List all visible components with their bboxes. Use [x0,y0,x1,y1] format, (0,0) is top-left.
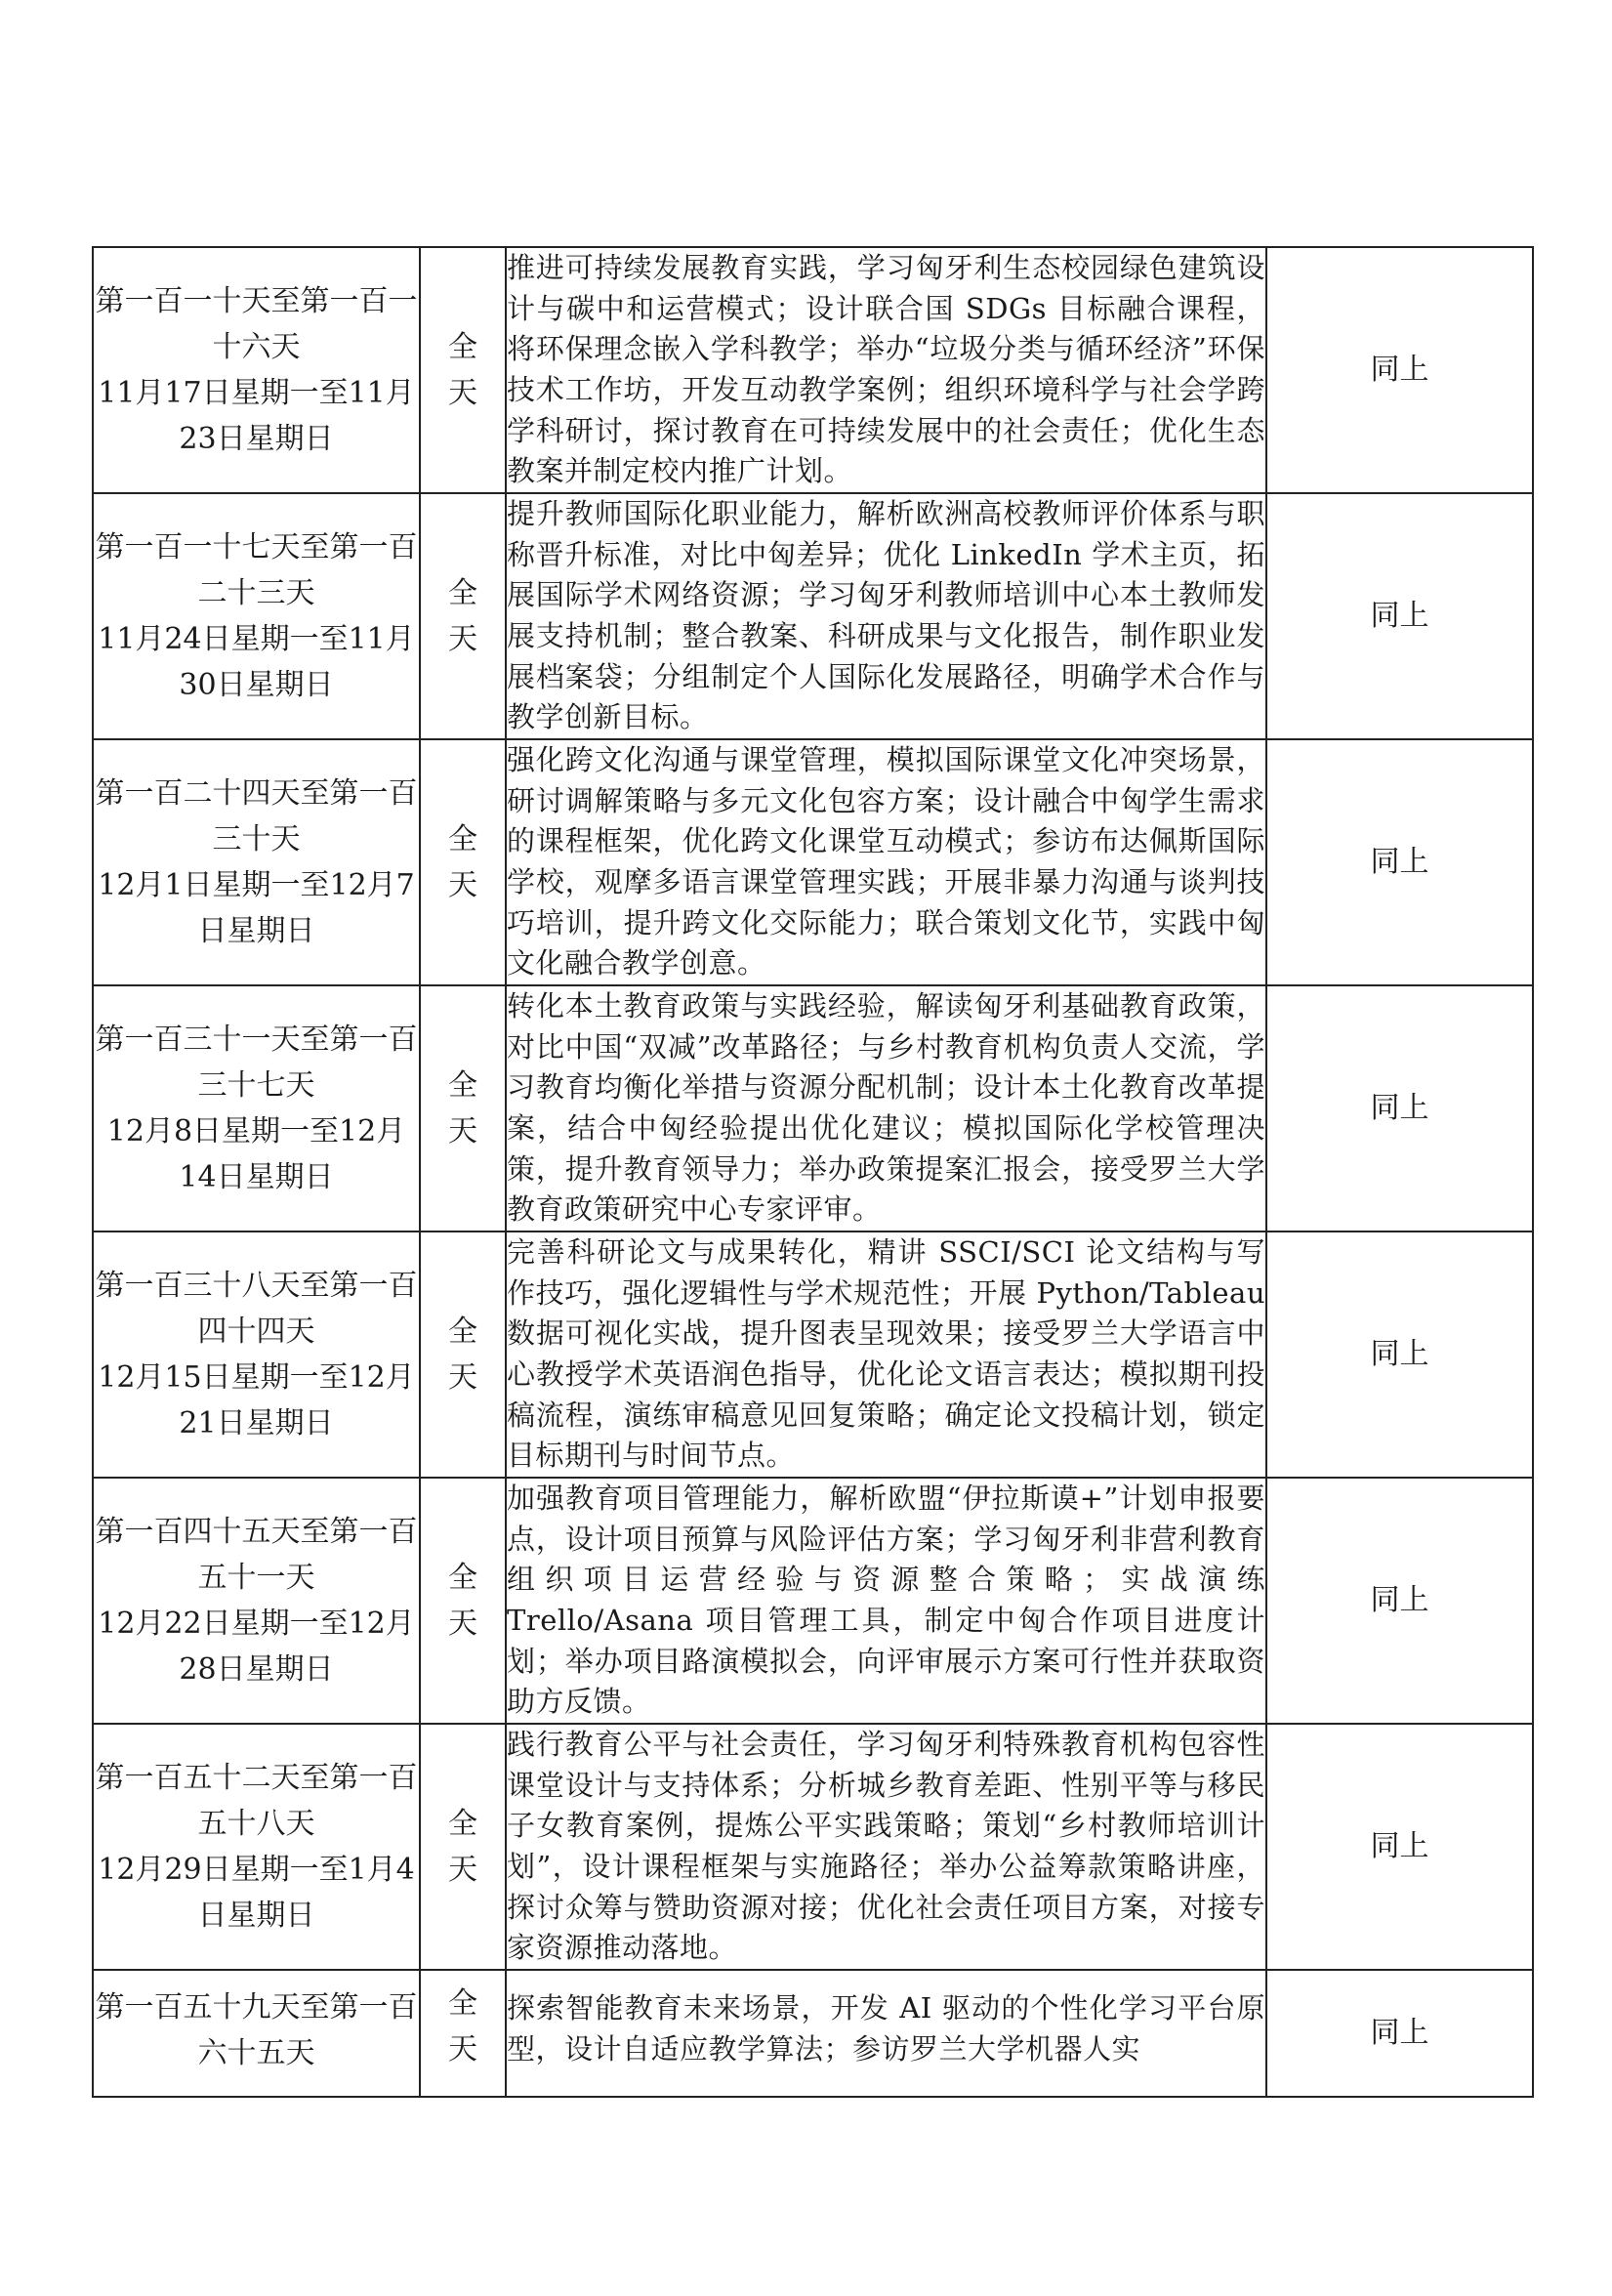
time-cell [420,1478,506,1724]
note-cell: 同上 [1266,493,1533,739]
time-text: 全天 [448,822,477,902]
content-cell: 加强教育项目管理能力，解析欧盟“伊拉斯谟+”计划申报要点，设计项目预算与风险评估方案；学习匈牙利非营利教育组织项目运营经验与资源整合策略；实战演练 Trello/Asana 项目管理工具，制定中匈合作项目进度计划；举办项目路演模拟会，向评审展示方案可行性并获取资助方反馈。 [506,1478,1266,1724]
period-cell [93,493,420,739]
period-cell [93,247,420,493]
table-row [93,1231,1533,1478]
time-text: 全天 [448,1986,477,2066]
note-cell: 同上 [1266,985,1533,1231]
note-cell: 同上 [1266,1478,1533,1724]
time-cell [420,985,506,1231]
content-cell: 践行教育公平与社会责任，学习匈牙利特殊教育机构包容性课堂设计与支持体系；分析城乡教育差距、性别平等与移民子女教育案例，提炼公平实践策略；策划“乡村教师培训计划”，设计课程框架与实施路径；举办公益筹款策略讲座，探讨众筹与赞助资源对接；优化社会责任项目方案，对接专家资源推动落地。 [506,1724,1266,1970]
note-cell: 同上 [1266,739,1533,985]
time-cell [420,1970,506,2097]
time-cell [420,739,506,985]
content-cell: 转化本土教育政策与实践经验，解读匈牙利基础教育政策，对比中国“双减”改革路径；与乡村教育机构负责人交流，学习教育均衡化举措与资源分配机制；设计本土化教育改革提案，结合中匈经验提出优化建议；模拟国际化学校管理决策，提升教育领导力；举办政策提案汇报会，接受罗兰大学教育政策研究中心专家评审。 [506,985,1266,1231]
time-text: 全天 [448,1807,477,1887]
dates-text: 12月22日星期一至12月28日星期日 [98,1607,415,1687]
time-cell [420,247,506,493]
dates-text: 12月8日星期一至12月14日星期日 [106,1114,406,1194]
period-text: 第一百五十九天至第一百六十五天 [95,1990,418,2070]
content-cell: 提升教师国际化职业能力，解析欧洲高校教师评价体系与职称晋升标准，对比中匈差异；优化 LinkedIn 学术主页，拓展国际学术网络资源；学习匈牙利教师培训中心本土教师发展支持机制；整合教案、科研成果与文化报告，制作职业发展档案袋；分组制定个人国际化发展路径，明确学术合作与教学创新目标。 [506,493,1266,739]
content-cell: 推进可持续发展教育实践，学习匈牙利生态校园绿色建筑设计与碳中和运营模式；设计联合国 SDGs 目标融合课程，将环保理念嵌入学科教学；举办“垃圾分类与循环经济”环保技术工作坊，开发互动教学案例；组织环境科学与社会学跨学科研讨，探讨教育在可持续发展中的社会责任；优化生态教案并制定校内推广计划。 [506,247,1266,493]
content-cell: 探索智能教育未来场景，开发 AI 驱动的个性化学习平台原型，设计自适应教学算法；参访罗兰大学机器人实 [506,1970,1266,2097]
note-cell: 同上 [1266,1231,1533,1478]
period-text: 第一百五十二天至第一百五十八天 [95,1761,418,1841]
dates-text: 12月29日星期一至1月4日星期日 [98,1853,415,1933]
note-cell: 同上 [1266,1724,1533,1970]
time-text: 全天 [448,576,477,656]
period-cell [93,739,420,985]
table-row [93,247,1533,493]
period-text: 第一百二十四天至第一百三十天 [95,776,418,856]
content-cell: 完善科研论文与成果转化，精讲 SSCI/SCI 论文结构与写作技巧，强化逻辑性与学术规范性；开展 Python/Tableau 数据可视化实战，提升图表呈现效果；接受罗兰大学语言中心教授学术英语润色指导，优化论文语言表达；模拟期刊投稿流程，演练审稿意见回复策略；确定论文投稿计划，锁定目标期刊与时间节点。 [506,1231,1266,1478]
time-cell [420,493,506,739]
period-cell [93,1478,420,1724]
period-text: 第一百四十五天至第一百五十一天 [95,1515,418,1595]
table-row [93,1970,1533,2097]
dates-text: 12月1日星期一至12月7日星期日 [98,868,415,948]
table-row [93,493,1533,739]
dates-text: 11月17日星期一至11月23日星期日 [98,376,415,456]
time-text: 全天 [448,1315,477,1395]
time-text: 全天 [448,330,477,410]
content-cell: 强化跨文化沟通与课堂管理，模拟国际课堂文化冲突场景，研讨调解策略与多元文化包容方案；设计融合中匈学生需求的课程框架，优化跨文化课堂互动模式；参访布达佩斯国际学校，观摩多语言课堂管理实践；开展非暴力沟通与谈判技巧培训，提升跨文化交际能力；联合策划文化节，实践中匈文化融合教学创意。 [506,739,1266,985]
table-row [93,985,1533,1231]
period-text: 第一百三十一天至第一百三十七天 [95,1023,418,1103]
schedule-table [92,246,1534,2098]
note-cell: 同上 [1266,247,1533,493]
note-cell: 同上 [1266,1970,1533,2097]
period-cell [93,1724,420,1970]
time-text: 全天 [448,1068,477,1148]
table-row [93,1724,1533,1970]
time-text: 全天 [448,1561,477,1641]
period-cell [93,1231,420,1478]
table-row [93,1478,1533,1724]
time-cell [420,1231,506,1478]
period-text: 第一百一十七天至第一百二十三天 [95,530,418,610]
period-cell [93,1970,420,2097]
time-cell [420,1724,506,1970]
table-row [93,739,1533,985]
period-text: 第一百三十八天至第一百四十四天 [95,1269,418,1349]
period-cell [93,985,420,1231]
period-text: 第一百一十天至第一百一十六天 [95,284,418,364]
dates-text: 11月24日星期一至11月30日星期日 [98,622,415,702]
dates-text: 12月15日星期一至12月21日星期日 [98,1360,415,1440]
